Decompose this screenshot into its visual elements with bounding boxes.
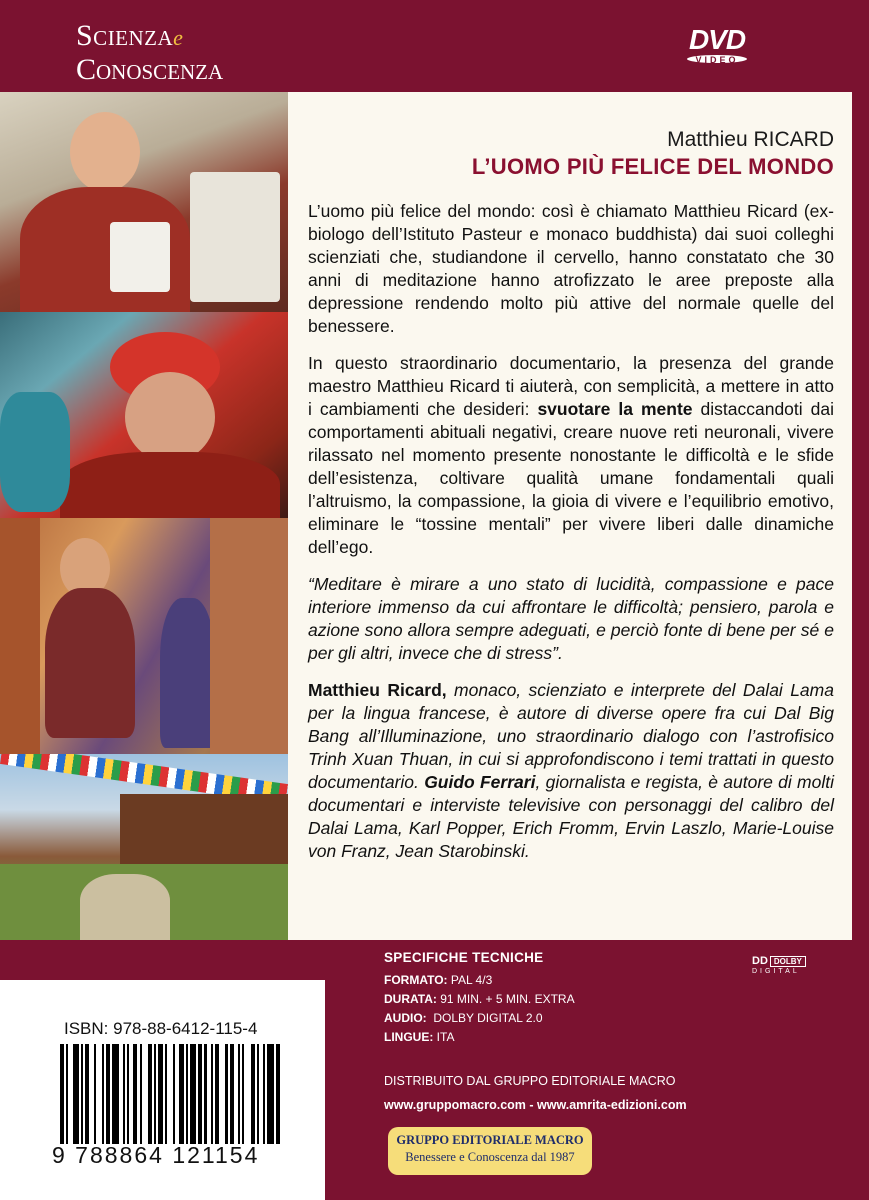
dvd-video-logo: [676, 25, 758, 75]
photo-column: [0, 92, 288, 940]
barcode-digits: 9 788864 121154: [52, 1142, 260, 1168]
publisher-badge: [388, 1127, 592, 1175]
spec-value: 91 MIN. + 5 MIN. EXTRA: [436, 992, 575, 1006]
header-band: [0, 0, 869, 100]
page-title: L’UOMO PIÙ FELICE DEL MONDO: [471, 154, 834, 179]
barcode-icon: [60, 1044, 282, 1144]
spec-value: PAL 4/3: [447, 973, 493, 987]
bio-name-ricard: Matthieu Ricard,: [308, 680, 447, 700]
publisher-tagline: Benessere e Conoscenza dal 1987: [405, 1150, 575, 1164]
specs-heading: SPECIFICHE TECNICHE: [384, 950, 544, 965]
isbn-label: ISBN: 978-88-6412-115-4: [64, 1019, 258, 1038]
publisher-name: GRUPPO EDITORIALE MACRO: [396, 1133, 584, 1147]
spec-row: [384, 1009, 575, 1028]
bio-text-ferrari: , giornalista e regista, è autore di molti documentari e interviste televisive con personaggi del calibro del Dalai Lama, Karl Popper, Erich Fromm, Ervin Laszlo, Marie-Louise von Franz, Jean Starobinski.: [308, 772, 834, 861]
spec-value: ITA: [433, 1030, 455, 1044]
bio-name-ferrari: Guido Ferrari: [424, 772, 536, 792]
spec-value: DOLBY DIGITAL 2.0: [426, 1011, 543, 1025]
photo-prayer-flags: [0, 754, 288, 940]
quote-paragraph: “Meditare è mirare a uno stato di lucidità, compassione e pace interiore immenso da cui affrontare le difficoltà; pensiero, parola e azione sono allora sempre adeguati, e perciò fonte di bene per sé e per gli altri, invece che di stress”.: [308, 574, 834, 663]
desc-text-b: distaccandoti dai comportamenti abituali negativi, creare nuove reti neuronali, vivere rilassato nel momento presente nonostante le difficoltà e le sfide dell’esistenza, coltivare qualità umane fondamentali quali l’altruismo, la compassione, la gioia di vivere e l’equilibrio emotivo, eliminare le “tossine mentali” per vivere liberi dalle dinamiche dell’ego.: [308, 399, 835, 557]
dolby-mark: DD: [752, 955, 768, 967]
intro-paragraph: L’uomo più felice del mondo: così è chiamato Matthieu Ricard (ex-biologo dell’Istituto Pasteur e monaco buddhista) dai suoi colleghi scienziati che, studiandone il cervello, hanno constatato che 30 anni di meditazione hanno atrofizzato le aree preposte alla depressione rendendo molto più attive del normale quelle del benessere.: [308, 201, 834, 336]
brand-logo: [76, 20, 223, 86]
desc-text-a: In questo straordinario documentario, la presenza del grande maestro Matthieu Ricard ti aiuterà, con semplicità, a mettere in atto i cambiamenti che desideri:: [308, 353, 834, 419]
photo-monk-eeg-cap: [0, 312, 288, 518]
dvd-sub: VIDEO: [695, 55, 739, 65]
dolby-digital-logo: [752, 955, 818, 975]
photo-monk-child: [0, 518, 288, 754]
spec-row: [384, 1028, 575, 1047]
description-column: [308, 128, 834, 863]
author-name: Matthieu RICARD: [667, 128, 834, 151]
brand-conj: e: [173, 25, 184, 50]
photo-monk-reading: [0, 92, 288, 312]
barcode-bar: [280, 1044, 282, 1144]
desc-highlight: svuotare la mente: [537, 399, 693, 419]
spec-label: DURATA:: [384, 992, 437, 1006]
tech-specs: [384, 950, 575, 1047]
spec-label: LINGUE:: [384, 1030, 434, 1044]
spec-label: FORMATO:: [384, 973, 448, 987]
dvd-mark: DVD: [688, 24, 746, 55]
dolby-box: DOLBY: [770, 956, 806, 967]
bio-text-ricard: monaco, scienziato e interprete del Dalai Lama per la lingua francese, è autore di diverse opere fra cui Dal Big Bang all’Illuminazione, uno straordinario dialogo con l’astrofisico Trinh Xuan Thuan, in cui si approfondiscono i temi trattati in questo documentario.: [308, 680, 834, 792]
bio-paragraph: [308, 679, 834, 863]
distribution-line: DISTRIBUITO DAL GRUPPO EDITORIALE MACRO: [384, 1074, 676, 1088]
dolby-sub: DIGITAL: [752, 968, 800, 975]
brand-line1: Scienza: [76, 19, 174, 52]
website-links[interactable]: www.gruppomacro.com - www.amrita-edizioni.com: [384, 1098, 687, 1112]
spec-label: AUDIO:: [384, 1011, 427, 1025]
brand-line2: Conoscenza: [76, 53, 224, 86]
spec-row: [384, 990, 575, 1009]
description-paragraph: [308, 352, 834, 559]
spec-row: [384, 971, 575, 990]
